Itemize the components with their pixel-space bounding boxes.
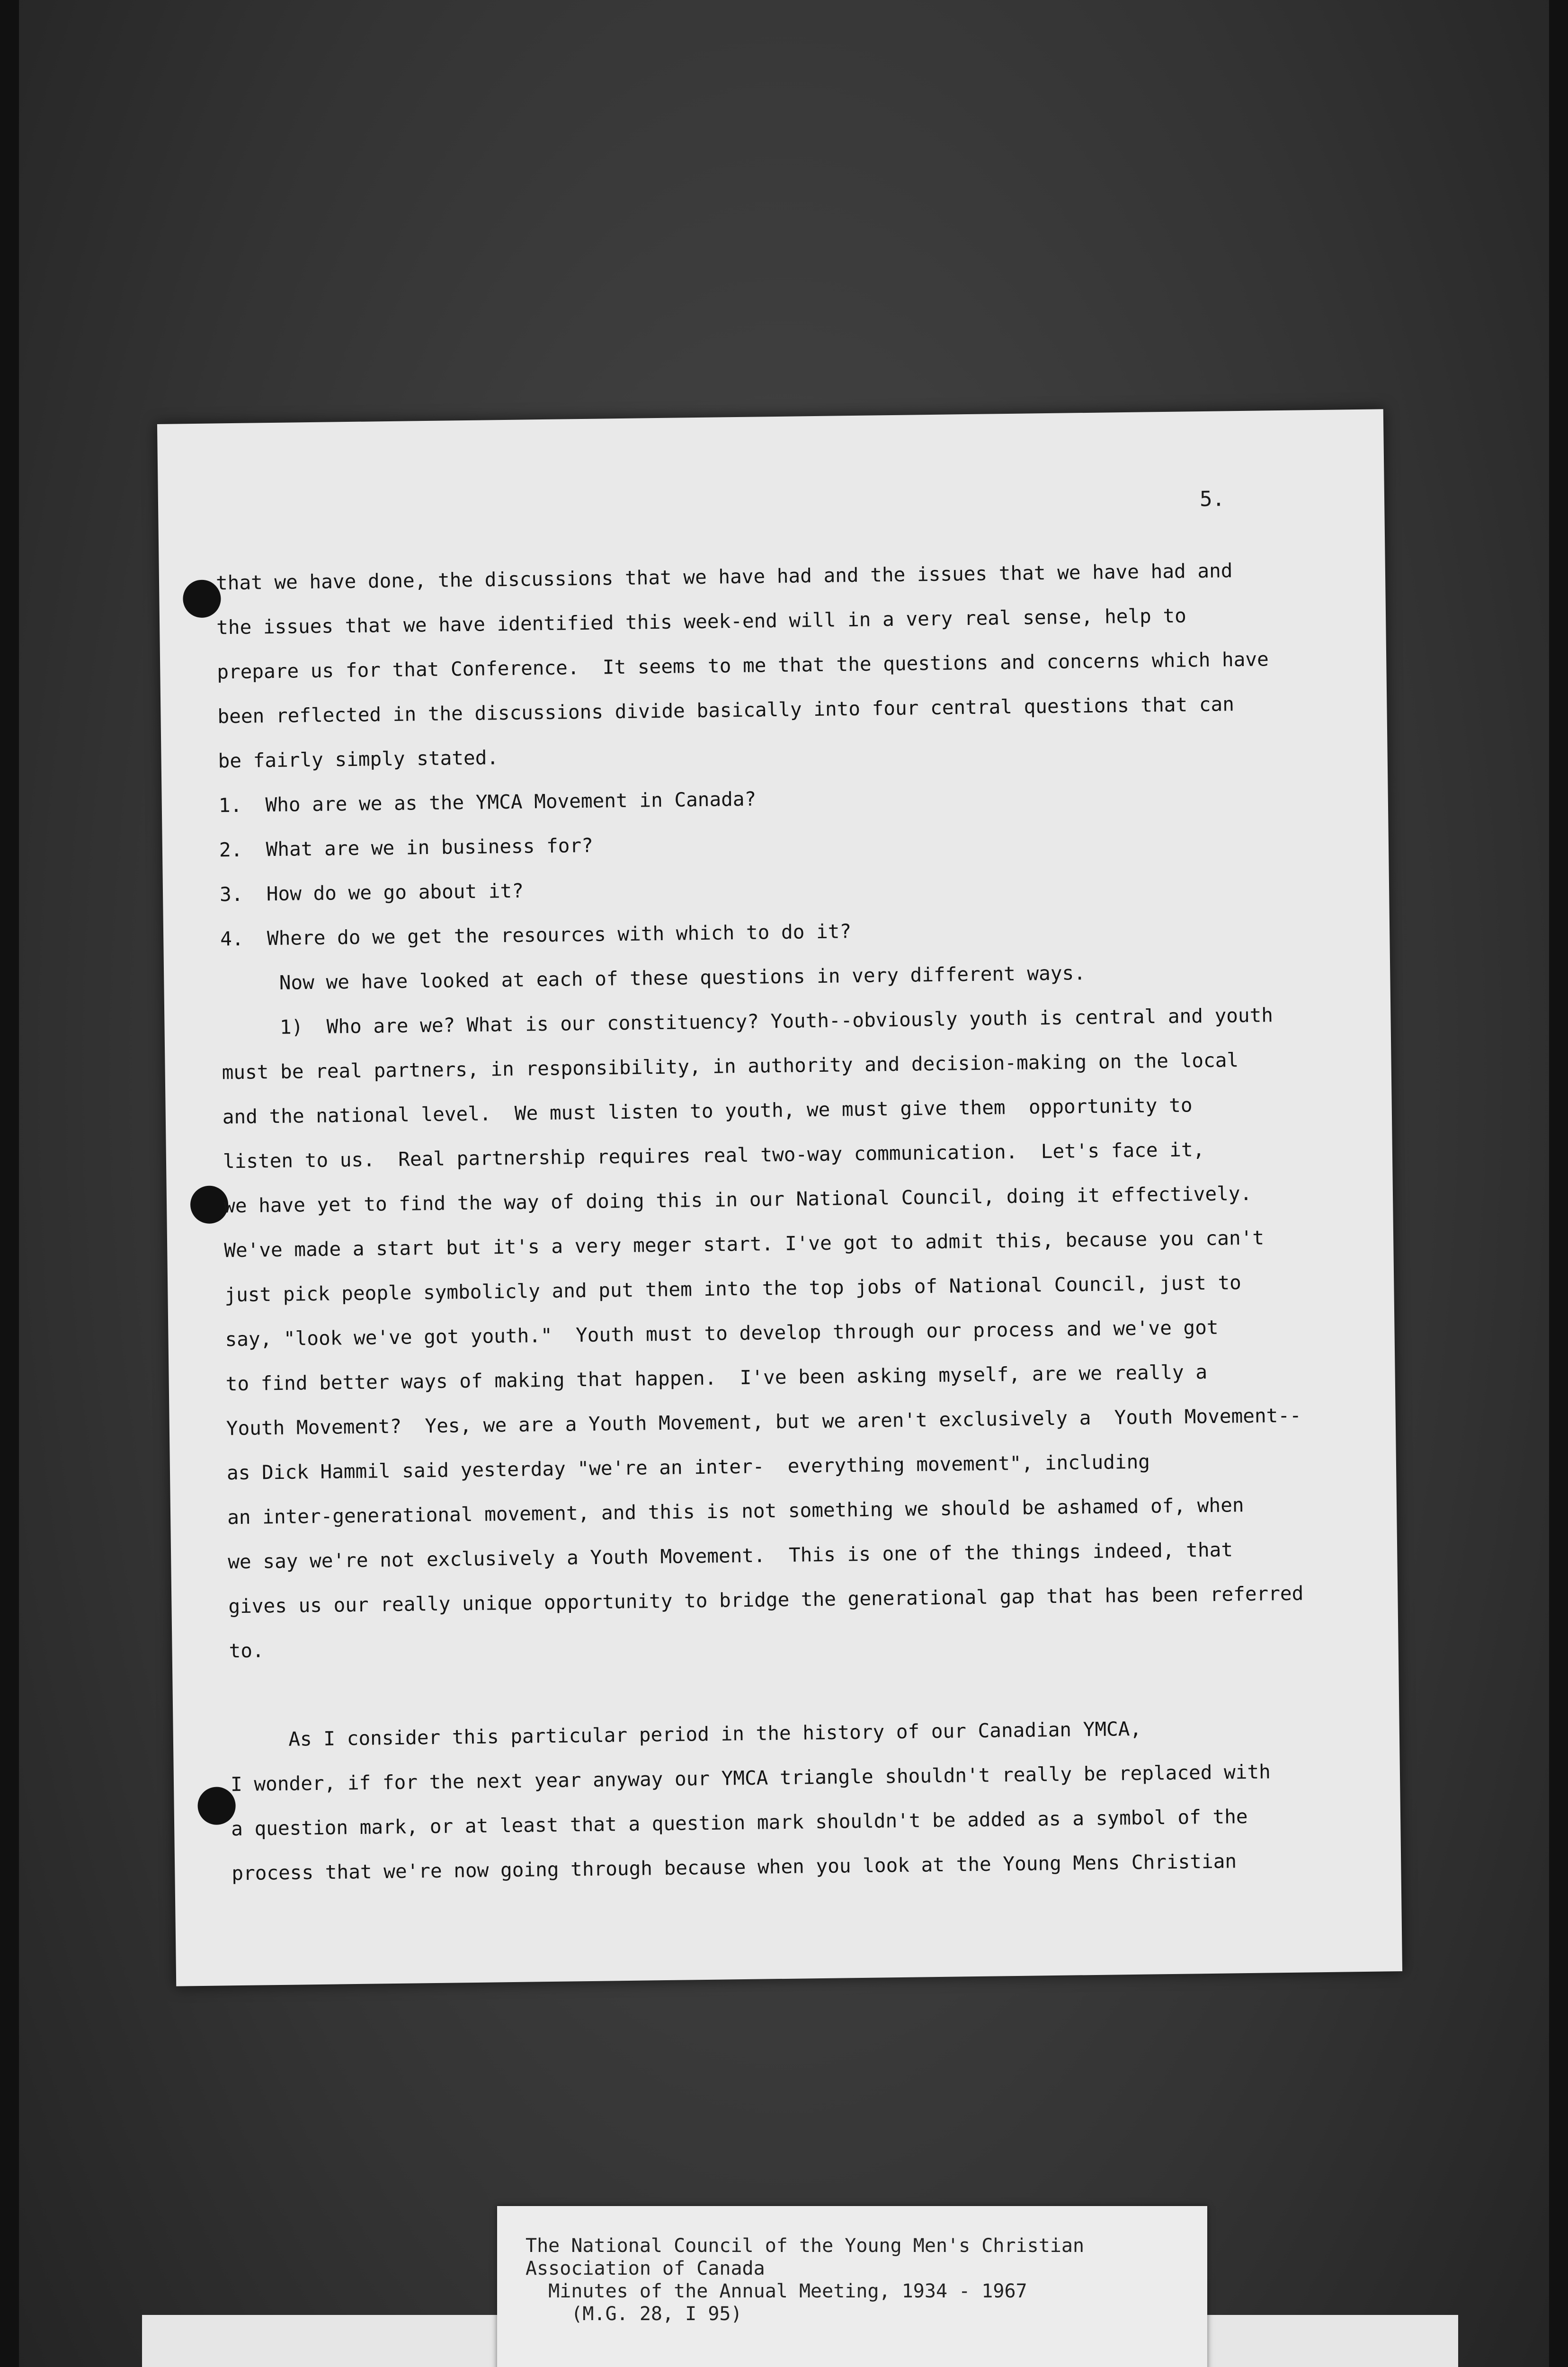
body-line: gives us our really unique opportunity to bridge the generational gap that has been referred bbox=[228, 1582, 1304, 1618]
film-edge-right bbox=[1549, 0, 1568, 2367]
body-line: 2. What are we in business for? bbox=[219, 834, 594, 862]
body-line: as Dick Hammil said yesterday "we're an inter- everything movement", including bbox=[226, 1450, 1150, 1485]
body-line: 1) Who are we? What is our constituency? Youth--obviously youth is central and youth bbox=[221, 1004, 1274, 1040]
punch-hole-top bbox=[183, 579, 221, 618]
archives-citation-slip bbox=[497, 2206, 1207, 2367]
body-line: just pick people symbolicly and put them into the top jobs of National Council, just to bbox=[224, 1271, 1242, 1307]
body-line: Youth Movement? Yes, we are a Youth Movement, but we aren't exclusively a Youth Movement-- bbox=[226, 1404, 1301, 1440]
page-body bbox=[215, 547, 1344, 1895]
body-line: that we have done, the discussions that we have had and the issues that we have had and bbox=[215, 559, 1233, 595]
body-line: we say we're not exclusively a Youth Movement. This is one of the things indeed, that bbox=[228, 1538, 1233, 1574]
body-line: prepare us for that Conference. It seems to me that the questions and concerns which have bbox=[217, 648, 1269, 684]
body-line: to find better ways of making that happen. I've been asking myself, are we really a bbox=[225, 1360, 1208, 1396]
body-line: we have yet to find the way of doing this in our National Council, doing it effectively. bbox=[223, 1182, 1252, 1218]
citation-line: (M.G. 28, I 95) bbox=[526, 2303, 742, 2325]
page-number: 5. bbox=[1199, 487, 1225, 512]
citation-line: Association of Canada bbox=[526, 2258, 765, 2279]
body-line: listen to us. Real partnership requires real two-way communication. Let's face it, bbox=[223, 1138, 1205, 1173]
punch-hole-middle bbox=[190, 1185, 229, 1224]
citation-line: The National Council of the Young Men's Christian bbox=[526, 2235, 1085, 2257]
body-line: a question mark, or at least that a question mark shouldn't be added as a symbol of the bbox=[231, 1805, 1248, 1841]
citation-text bbox=[526, 2234, 1084, 2325]
body-line: Now we have looked at each of these questions in very different ways. bbox=[221, 961, 1086, 995]
body-line: an inter-generational movement, and this is not something we should be ashamed of, when bbox=[227, 1494, 1244, 1529]
body-line: say, "look we've got youth." Youth must to develop through our process and we've got bbox=[225, 1316, 1219, 1351]
body-line: process that we're now going through because when you look at the Young Mens Christian bbox=[232, 1850, 1237, 1885]
body-line: As I consider this particular period in the history of our Canadian YMCA, bbox=[230, 1717, 1142, 1752]
body-line: 1. Who are we as the YMCA Movement in Canada? bbox=[218, 787, 757, 817]
body-line: I wonder, if for the next year anyway our YMCA triangle shouldn't really be replaced with bbox=[230, 1760, 1271, 1796]
body-line: the issues that we have identified this week-end will in a very real sense, help to bbox=[216, 604, 1187, 639]
body-line: must be real partners, in responsibility, in authority and decision-making on the local bbox=[222, 1049, 1239, 1084]
body-line: We've made a start but it's a very meger start. I've got to admit this, because you can't bbox=[223, 1226, 1265, 1262]
body-line: be fairly simply stated. bbox=[218, 746, 499, 773]
body-line: and the national level. We must listen to youth, we must give them opportunity to bbox=[222, 1094, 1193, 1129]
citation-line: Minutes of the Annual Meeting, 1934 - 1967 bbox=[526, 2280, 1027, 2302]
punch-hole-bottom bbox=[197, 1787, 236, 1825]
body-line: been reflected in the discussions divide basically into four central questions that can bbox=[217, 693, 1235, 728]
body-line: 3. How do we go about it? bbox=[219, 879, 524, 906]
body-line: 4. Where do we get the resources with which to do it? bbox=[220, 920, 852, 951]
body-line: to. bbox=[229, 1639, 264, 1663]
typed-page bbox=[157, 409, 1402, 1986]
film-edge-left bbox=[0, 0, 19, 2367]
